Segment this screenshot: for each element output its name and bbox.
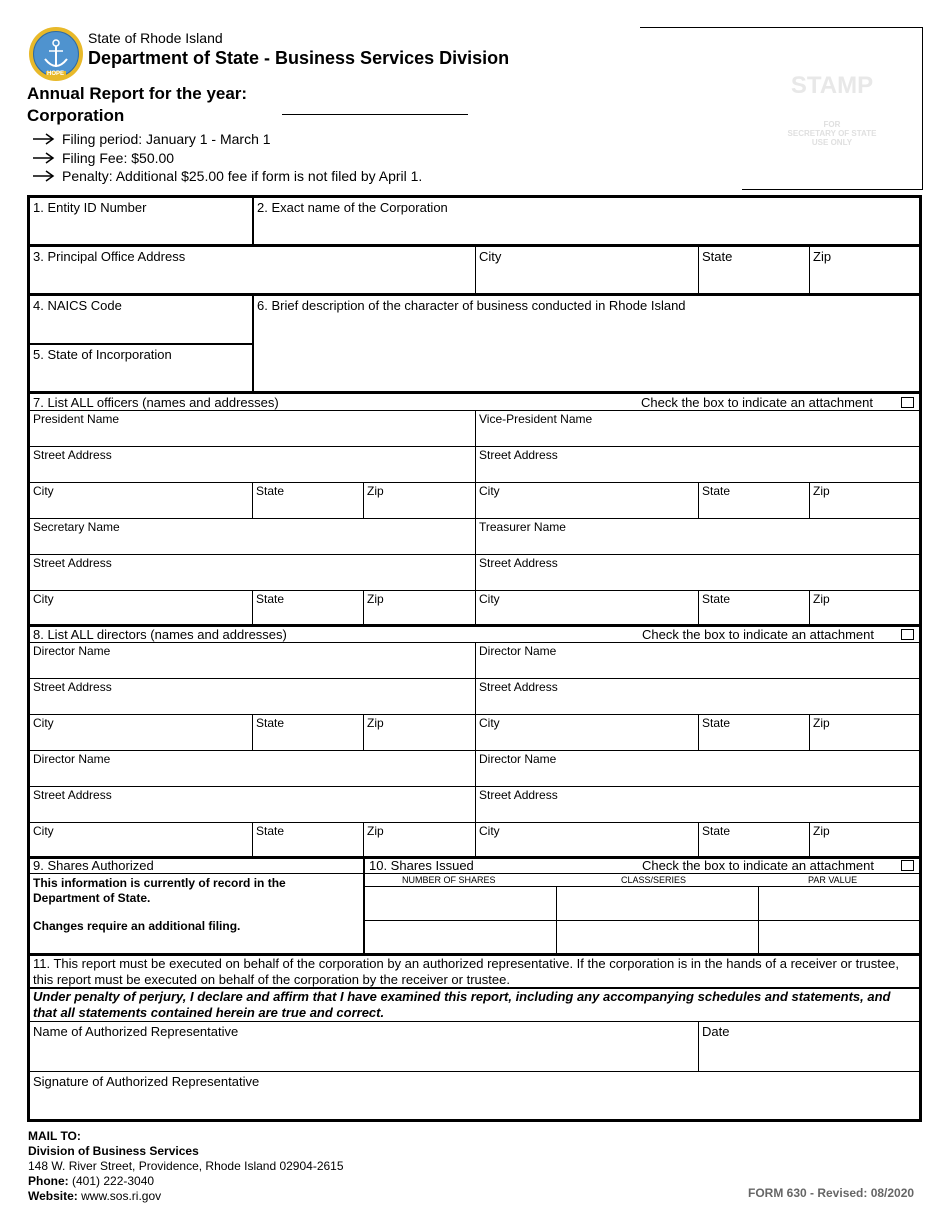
entity-id-label: 1. Entity ID Number [33, 200, 147, 215]
officers-attachment-checkbox[interactable] [901, 397, 914, 408]
director-4-city-field[interactable] [476, 823, 698, 857]
penalty-text: Penalty: Additional $25.00 fee if form is not filed by April 1. [62, 168, 423, 184]
director-1-street-label: Street Address [33, 680, 112, 694]
department-name: Department of State - Business Services Division [88, 48, 510, 68]
secretary-city-field[interactable] [30, 591, 252, 625]
president-street-field[interactable] [30, 447, 475, 482]
representative-name-field[interactable] [30, 1022, 698, 1071]
vice-president-street-label: Street Address [479, 448, 558, 462]
director-3-zip-label: Zip [367, 824, 384, 838]
officers-attachment-label: Check the box to indicate an attachment [641, 395, 873, 410]
vice-president-name-field[interactable] [476, 411, 919, 446]
director-4-city-label: City [479, 824, 500, 838]
corporation-name-field[interactable] [254, 198, 919, 244]
principal-address-label: 3. Principal Office Address [33, 249, 186, 264]
vice-president-state-label: State [702, 484, 731, 498]
shares-number-row-1[interactable] [365, 887, 556, 920]
director-1-zip-field[interactable] [364, 715, 475, 750]
date-field[interactable] [699, 1022, 919, 1071]
signature-field[interactable] [30, 1072, 919, 1119]
director-2-city-field[interactable] [476, 715, 698, 750]
director-2-state-label: State [702, 716, 731, 730]
director-2-name-label: Director Name [479, 644, 557, 658]
report-title: Annual Report for the year: [27, 84, 248, 103]
website-label: Website: [28, 1189, 78, 1203]
state-seal-logo [29, 27, 83, 81]
execution-note: 11. This report must be executed on behalf of the corporation by an authorized representative. If the corporation is in the hands of a receiver or trustee, this report must be executed on behalf of the corporation by the receiver or trustee. [33, 956, 899, 987]
arrow-right-icon [32, 152, 56, 164]
director-2-name-field[interactable] [476, 643, 919, 678]
directors-attachment-label: Check the box to indicate an attachment [642, 627, 874, 642]
stamp-sub-2: SECRETARY OF STATE [787, 129, 877, 138]
director-3-state-field[interactable] [253, 823, 363, 857]
director-2-state-field[interactable] [699, 715, 809, 750]
phone-line [28, 1174, 154, 1189]
director-4-zip-field[interactable] [810, 823, 919, 857]
president-city-field[interactable] [30, 483, 252, 518]
date-label: Date [702, 1024, 730, 1039]
vice-president-city-label: City [479, 484, 500, 498]
president-street-label: Street Address [33, 448, 112, 462]
shares-number-row-2[interactable] [365, 921, 556, 954]
treasurer-street-field[interactable] [476, 555, 919, 590]
perjury-declaration: Under penalty of perjury, I declare and affirm that I have examined this report, including any accompanying schedules and statements, and that all statements contained herein are true and correct. [33, 989, 891, 1020]
treasurer-street-label: Street Address [479, 556, 558, 570]
shares-authorized-note: This information is currently of record in the Department of State. [33, 876, 286, 905]
secretary-zip-label: Zip [367, 592, 384, 606]
principal-address-field[interactable] [30, 247, 475, 293]
treasurer-name-field[interactable] [476, 519, 919, 554]
annual-report-form [27, 195, 922, 1122]
form-revision: FORM 630 - Revised: 08/2020 [748, 1186, 915, 1200]
director-2-street-field[interactable] [476, 679, 919, 714]
director-3-city-field[interactable] [30, 823, 252, 857]
secretary-state-field[interactable] [253, 591, 363, 625]
director-2-city-label: City [479, 716, 500, 730]
corporation-name-label: 2. Exact name of the Corporation [257, 200, 448, 215]
director-4-name-field[interactable] [476, 751, 919, 786]
treasurer-zip-label: Zip [813, 592, 830, 606]
secretary-name-label: Secretary Name [33, 520, 120, 534]
signature-label: Signature of Authorized Representative [33, 1074, 260, 1089]
principal-zip-label: Zip [813, 249, 832, 264]
state-of-incorporation-field[interactable] [30, 345, 252, 391]
principal-city-field[interactable] [476, 247, 698, 293]
phone-number: (401) 222-3040 [68, 1174, 155, 1188]
stamp-box [742, 27, 923, 190]
director-4-state-label: State [702, 824, 731, 838]
arrow-right-icon [32, 170, 56, 182]
mail-to-label: MAIL TO: [28, 1129, 81, 1143]
directors-heading: 8. List ALL directors (names and addresses) [33, 627, 287, 642]
vice-president-state-field[interactable] [699, 483, 809, 518]
state-name: State of Rhode Island [88, 30, 223, 46]
shares-class-row-1[interactable] [557, 887, 758, 920]
vice-president-name-label: Vice-President Name [479, 412, 593, 426]
director-4-street-label: Street Address [479, 788, 558, 802]
directors-attachment-checkbox[interactable] [901, 629, 914, 640]
vice-president-zip-label: Zip [813, 484, 830, 498]
director-3-name-label: Director Name [33, 752, 111, 766]
director-1-zip-label: Zip [367, 716, 384, 730]
director-4-street-field[interactable] [476, 787, 919, 822]
secretary-street-field[interactable] [30, 555, 475, 590]
director-2-zip-field[interactable] [810, 715, 919, 750]
naics-code-field[interactable] [30, 296, 252, 343]
director-1-name-label: Director Name [33, 644, 111, 658]
director-1-state-field[interactable] [253, 715, 363, 750]
director-4-state-field[interactable] [699, 823, 809, 857]
phone-label: Phone: [28, 1174, 69, 1188]
director-4-zip-label: Zip [813, 824, 830, 838]
representative-name-label: Name of Authorized Representative [33, 1024, 239, 1039]
number-of-shares-header: NUMBER OF SHARES [402, 875, 496, 885]
arrow-right-icon [32, 133, 56, 145]
class-series-header: CLASS/SERIES [621, 875, 687, 885]
president-zip-field[interactable] [364, 483, 475, 518]
stamp-sub-1: FOR [823, 120, 841, 129]
report-type: Corporation [27, 106, 125, 125]
treasurer-city-label: City [479, 592, 500, 606]
website-line [28, 1189, 161, 1204]
shares-attachment-checkbox[interactable] [901, 860, 914, 871]
treasurer-zip-field[interactable] [810, 591, 919, 625]
vice-president-city-field[interactable] [476, 483, 698, 518]
shares-attachment-label: Check the box to indicate an attachment [642, 858, 874, 873]
president-city-label: City [33, 484, 54, 498]
stamp-label: STAMP [790, 72, 874, 99]
president-name-label: President Name [33, 412, 120, 426]
director-2-street-label: Street Address [479, 680, 558, 694]
division-name: Division of Business Services [28, 1144, 199, 1158]
treasurer-name-label: Treasurer Name [479, 520, 566, 534]
principal-zip-field[interactable] [810, 247, 919, 293]
vice-president-street-field[interactable] [476, 447, 919, 482]
business-description-field[interactable] [254, 296, 919, 392]
director-4-name-label: Director Name [479, 752, 557, 766]
director-1-city-label: City [33, 716, 54, 730]
principal-state-label: State [702, 249, 733, 264]
principal-city-label: City [479, 249, 502, 264]
secretary-zip-field[interactable] [364, 591, 475, 625]
par-value-header: PAR VALUE [808, 875, 858, 885]
filing-period [32, 131, 271, 147]
state-of-incorporation-label: 5. State of Incorporation [33, 347, 172, 362]
president-state-label: State [256, 484, 285, 498]
shares-par-row-1[interactable] [759, 887, 919, 920]
treasurer-state-field[interactable] [699, 591, 809, 625]
filing-fee-text: Filing Fee: $50.00 [62, 150, 175, 166]
shares-authorized-change-note: Changes require an additional filing. [33, 919, 241, 933]
president-name-field[interactable] [30, 411, 475, 446]
shares-class-row-2[interactable] [557, 921, 758, 954]
officers-heading: 7. List ALL officers (names and addresses) [33, 395, 279, 410]
director-1-state-label: State [256, 716, 285, 730]
director-3-state-label: State [256, 824, 285, 838]
treasurer-city-field[interactable] [476, 591, 698, 625]
secretary-name-field[interactable] [30, 519, 475, 554]
director-1-city-field[interactable] [30, 715, 252, 750]
naics-code-label: 4. NAICS Code [33, 298, 122, 313]
director-3-city-label: City [33, 824, 54, 838]
director-2-zip-label: Zip [813, 716, 830, 730]
filing-period-text: Filing period: January 1 - March 1 [62, 131, 271, 147]
president-state-field[interactable] [253, 483, 363, 518]
secretary-state-label: State [256, 592, 285, 606]
year-input-line[interactable] [282, 114, 468, 115]
director-3-street-field[interactable] [30, 787, 475, 822]
shares-authorized-label: 9. Shares Authorized [33, 858, 154, 873]
director-3-street-label: Street Address [33, 788, 112, 802]
stamp-sub-3: USE ONLY [811, 138, 853, 147]
entity-id-field[interactable] [30, 198, 252, 244]
secretary-city-label: City [33, 592, 54, 606]
shares-par-row-2[interactable] [759, 921, 919, 954]
penalty [32, 168, 422, 184]
website-url[interactable]: www.sos.ri.gov [77, 1189, 162, 1203]
shares-issued-label: 10. Shares Issued [369, 858, 474, 873]
president-zip-label: Zip [367, 484, 384, 498]
secretary-street-label: Street Address [33, 556, 112, 570]
director-3-name-field[interactable] [30, 751, 475, 786]
director-1-street-field[interactable] [30, 679, 475, 714]
seal-motto: HOPE [47, 71, 65, 77]
director-1-name-field[interactable] [30, 643, 475, 678]
director-3-zip-field[interactable] [364, 823, 475, 857]
vice-president-zip-field[interactable] [810, 483, 919, 518]
treasurer-state-label: State [702, 592, 731, 606]
business-description-label: 6. Brief description of the character of business conducted in Rhode Island [257, 298, 686, 313]
mailing-address: 148 W. River Street, Providence, Rhode Island 02904-2615 [28, 1159, 344, 1173]
principal-state-field[interactable] [699, 247, 809, 293]
filing-fee [32, 150, 174, 166]
